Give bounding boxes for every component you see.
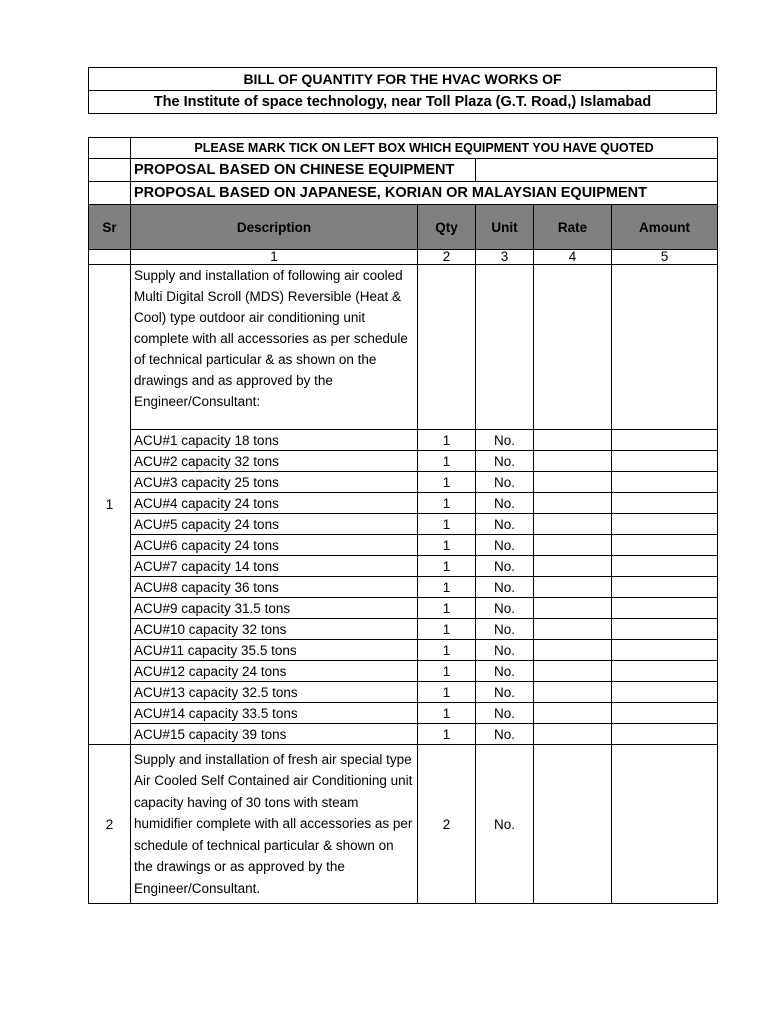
amount-input-cell[interactable] (612, 451, 718, 472)
rate-input-cell[interactable] (534, 430, 612, 451)
rate-input-cell[interactable] (534, 265, 612, 430)
amount-input-cell[interactable] (612, 472, 718, 493)
document-title-box (88, 67, 717, 114)
rate-input-cell[interactable] (534, 598, 612, 619)
column-header-qty: Qty (418, 205, 476, 250)
table-header-row (89, 205, 718, 250)
item-description: ACU#10 capacity 32 tons (131, 619, 418, 640)
rate-input-cell[interactable] (534, 703, 612, 724)
qty-cell: 1 (418, 724, 476, 745)
column-header-amount: Amount (612, 205, 718, 250)
unit-cell: No. (476, 745, 534, 904)
rate-input-cell[interactable] (534, 577, 612, 598)
column-number: 5 (612, 250, 718, 265)
amount-input-cell[interactable] (612, 661, 718, 682)
column-header-description: Description (131, 205, 418, 250)
item-description: ACU#14 capacity 33.5 tons (131, 703, 418, 724)
qty-cell: 2 (418, 745, 476, 904)
amount-input-cell[interactable] (612, 577, 718, 598)
item-description: ACU#4 capacity 24 tons (131, 493, 418, 514)
amount-input-cell[interactable] (612, 556, 718, 577)
amount-input-cell[interactable] (612, 703, 718, 724)
item-serial-number: 2 (89, 745, 131, 904)
qty-cell (418, 265, 476, 430)
unit-cell: No. (476, 703, 534, 724)
table-row (89, 703, 718, 724)
qty-cell: 1 (418, 598, 476, 619)
qty-cell: 1 (418, 661, 476, 682)
unit-cell: No. (476, 493, 534, 514)
column-number: 4 (534, 250, 612, 265)
table-row (89, 472, 718, 493)
table-row (89, 640, 718, 661)
unit-cell (476, 265, 534, 430)
proposal-chinese-label: PROPOSAL BASED ON CHINESE EQUIPMENT (131, 159, 476, 182)
item-description: ACU#6 capacity 24 tons (131, 535, 418, 556)
amount-input-cell[interactable] (612, 514, 718, 535)
item-description: ACU#1 capacity 18 tons (131, 430, 418, 451)
item-description: ACU#9 capacity 31.5 tons (131, 598, 418, 619)
tick-instruction: PLEASE MARK TICK ON LEFT BOX WHICH EQUIPMENT YOU HAVE QUOTED (131, 138, 718, 159)
rate-input-cell[interactable] (534, 535, 612, 556)
rate-input-cell[interactable] (534, 682, 612, 703)
table-row (89, 682, 718, 703)
tick-box-header[interactable] (89, 138, 131, 159)
table-row (89, 661, 718, 682)
item-description: ACU#3 capacity 25 tons (131, 472, 418, 493)
item-description: ACU#15 capacity 39 tons (131, 724, 418, 745)
table-row (89, 451, 718, 472)
unit-cell: No. (476, 430, 534, 451)
unit-cell: No. (476, 451, 534, 472)
unit-cell: No. (476, 598, 534, 619)
qty-cell: 1 (418, 472, 476, 493)
rate-input-cell[interactable] (534, 556, 612, 577)
item-description: ACU#8 capacity 36 tons (131, 577, 418, 598)
amount-input-cell[interactable] (612, 430, 718, 451)
unit-cell: No. (476, 577, 534, 598)
item-description: ACU#5 capacity 24 tons (131, 514, 418, 535)
amount-input-cell[interactable] (612, 640, 718, 661)
column-number-row (89, 250, 718, 265)
column-header-rate: Rate (534, 205, 612, 250)
amount-input-cell[interactable] (612, 724, 718, 745)
qty-cell: 1 (418, 535, 476, 556)
unit-cell: No. (476, 682, 534, 703)
rate-input-cell[interactable] (534, 619, 612, 640)
rate-input-cell[interactable] (534, 745, 612, 904)
item-description: ACU#7 capacity 14 tons (131, 556, 418, 577)
unit-cell: No. (476, 472, 534, 493)
proposal-chinese-blank (476, 159, 718, 182)
rate-input-cell[interactable] (534, 724, 612, 745)
qty-cell: 1 (418, 514, 476, 535)
table-row (89, 514, 718, 535)
table-row (89, 430, 718, 451)
proposal-japanese-label: PROPOSAL BASED ON JAPANESE, KORIAN OR MALAYSIAN EQUIPMENT (131, 182, 718, 205)
unit-cell: No. (476, 535, 534, 556)
table-row (89, 724, 718, 745)
column-header-unit: Unit (476, 205, 534, 250)
amount-input-cell[interactable] (612, 619, 718, 640)
rate-input-cell[interactable] (534, 640, 612, 661)
qty-cell: 1 (418, 493, 476, 514)
unit-cell: No. (476, 556, 534, 577)
amount-input-cell[interactable] (612, 493, 718, 514)
qty-cell: 1 (418, 640, 476, 661)
table-row (89, 745, 718, 904)
item-description: ACU#13 capacity 32.5 tons (131, 682, 418, 703)
rate-input-cell[interactable] (534, 451, 612, 472)
table-row (89, 493, 718, 514)
rate-input-cell[interactable] (534, 472, 612, 493)
amount-input-cell[interactable] (612, 745, 718, 904)
unit-cell: No. (476, 619, 534, 640)
document-title: BILL OF QUANTITY FOR THE HVAC WORKS OF (89, 68, 717, 91)
column-number: 2 (418, 250, 476, 265)
qty-cell: 1 (418, 556, 476, 577)
document-subtitle: The Institute of space technology, near Toll Plaza (G.T. Road,) Islamabad (89, 91, 717, 114)
table-row (89, 556, 718, 577)
column-number: 1 (131, 250, 418, 265)
unit-cell: No. (476, 514, 534, 535)
amount-input-cell[interactable] (612, 598, 718, 619)
unit-cell: No. (476, 640, 534, 661)
tick-box-chinese[interactable] (89, 159, 131, 182)
qty-cell: 1 (418, 451, 476, 472)
qty-cell: 1 (418, 577, 476, 598)
table-row (89, 265, 718, 430)
amount-input-cell[interactable] (612, 682, 718, 703)
item-description: ACU#12 capacity 24 tons (131, 661, 418, 682)
amount-input-cell[interactable] (612, 535, 718, 556)
table-row (89, 577, 718, 598)
amount-input-cell[interactable] (612, 265, 718, 430)
item-description: ACU#2 capacity 32 tons (131, 451, 418, 472)
rate-input-cell[interactable] (534, 514, 612, 535)
tick-box-japanese[interactable] (89, 182, 131, 205)
table-row (89, 535, 718, 556)
qty-cell: 1 (418, 703, 476, 724)
qty-cell: 1 (418, 619, 476, 640)
table-row (89, 619, 718, 640)
item-description: ACU#11 capacity 35.5 tons (131, 640, 418, 661)
unit-cell: No. (476, 661, 534, 682)
rate-input-cell[interactable] (534, 661, 612, 682)
item-serial-number: 1 (89, 265, 131, 745)
column-header-sr: Sr (89, 205, 131, 250)
qty-cell: 1 (418, 682, 476, 703)
item-description: Supply and installation of fresh air special type Air Cooled Self Contained air Conditioning unit capacity having of 30 tons with steam humidifier complete with all accessories as per schedule of technical particular & shown on the drawings or as approved by the Engineer/Consultant. (131, 745, 418, 904)
bill-of-quantity-table (88, 137, 718, 904)
item-description: Supply and installation of following air cooled Multi Digital Scroll (MDS) Reversible (Heat & Cool) type outdoor air conditioning unit complete with all accessories as per schedule of technical particular & as shown on the drawings and as approved by the Engineer/Consultant: (131, 265, 418, 430)
qty-cell: 1 (418, 430, 476, 451)
rate-input-cell[interactable] (534, 493, 612, 514)
unit-cell: No. (476, 724, 534, 745)
table-row (89, 598, 718, 619)
column-number: 3 (476, 250, 534, 265)
